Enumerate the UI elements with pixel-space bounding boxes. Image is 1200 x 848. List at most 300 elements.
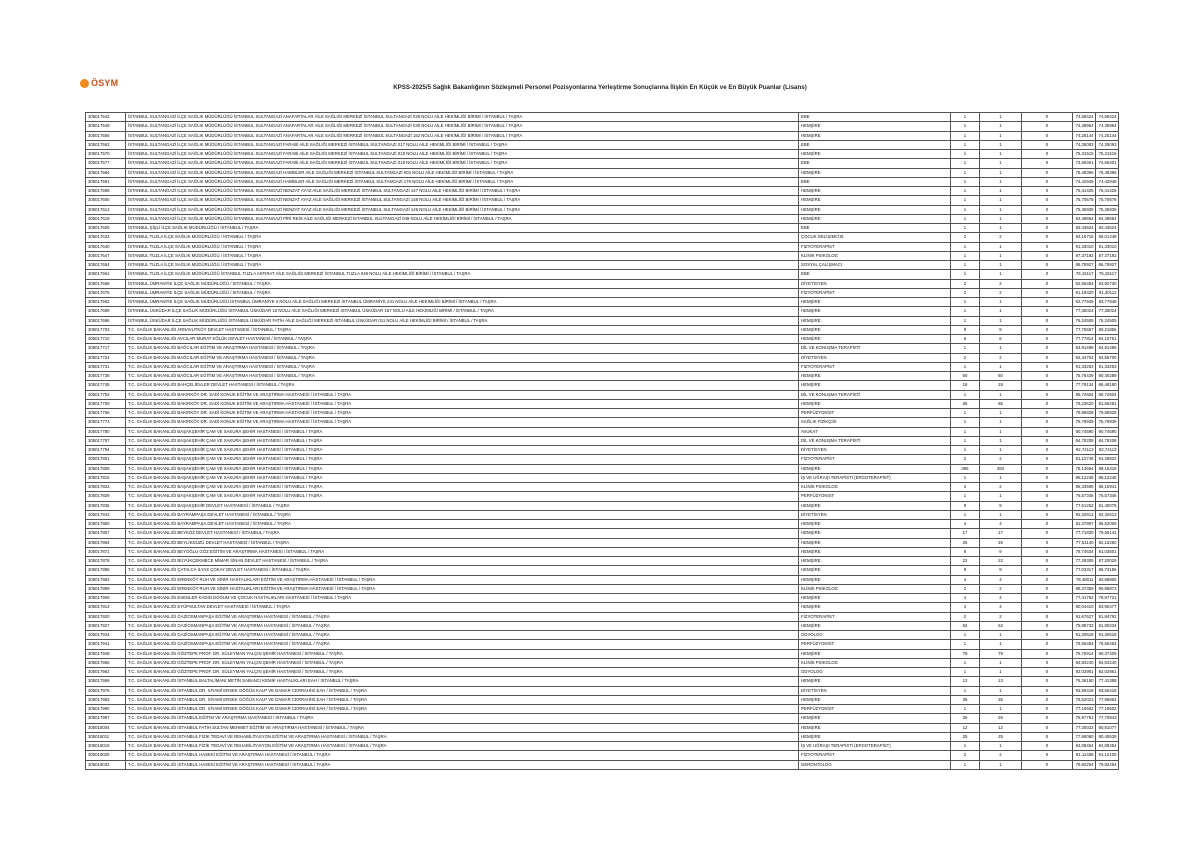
cell-title: İŞ VE UĞRAŞI TERAPİSTİ (ERGOTERAPİST)	[799, 473, 951, 482]
cell-title: HEMŞİRE	[799, 168, 951, 177]
cell-position-code: 305017612	[86, 205, 126, 214]
cell-min-score: 91,30518	[1073, 631, 1096, 640]
cell-position-code: 305017647	[86, 251, 126, 260]
cell-min-score: 91,12746	[1073, 455, 1096, 464]
cell-position-code: 305017689	[86, 307, 126, 316]
cell-vacant: 0	[1022, 390, 1073, 399]
cell-placed: 1	[980, 177, 1022, 186]
cell-institution-unit: T.C. SAĞLIK BAKANLIĞI İSTANBUL FİZİK TEDAVİ VE REHABİLİTASYON EĞİTİM VE ARAŞTIRMA HASTANESİ / İSTANBUL / TAŞRA	[126, 742, 799, 751]
cell-title: HEMŞİRE	[799, 603, 951, 612]
cell-title: HEMŞİRE	[799, 575, 951, 584]
cell-placed: 12	[980, 723, 1022, 732]
cell-title: HEMŞİRE	[799, 501, 951, 510]
cell-institution-unit: T.C. SAĞLIK BAKANLIĞI ERENKÖY RUH VE SİNİR HASTALIKLARI EĞİTİM VE ARAŞTIRMA HASTANESİ / İSTANBUL / TAŞRA	[126, 584, 799, 593]
cell-quota: 1	[951, 187, 980, 196]
cell-institution-unit: İSTANBUL SULTANGAZİ İLÇE SAĞLIK MÜDÜRLÜĞÜ İSTANBUL SULTANGAZİ ANAFARTALAR AİLE SAĞLIĞI MERKEZİ İSTANBUL SULTANGAZİ 030 NOLU AİLE HEKİMLİĞİ BİRİMİ / İSTANBUL / TAŞRA	[126, 122, 799, 131]
cell-title: HEMŞİRE	[799, 150, 951, 159]
cell-position-code: 305017843	[86, 510, 126, 519]
cell-min-score: 76,15117	[1073, 270, 1096, 279]
cell-min-score: 92,65454	[1073, 279, 1096, 288]
cell-placed: 1	[980, 427, 1022, 436]
cell-min-score: 77,77814	[1073, 335, 1096, 344]
table-row	[86, 760, 1119, 769]
cell-institution-unit: T.C. SAĞLIK BAKANLIĞI BAKIRKÖY DR. SADİ KONUK EĞİTİM VE ARAŞTIRMA HASTANESİ / İSTANBUL / TAŞRA	[126, 399, 799, 408]
cell-placed: 1	[980, 205, 1022, 214]
cell-quota: 1	[951, 214, 980, 223]
cell-position-code: 305017857	[86, 529, 126, 538]
cell-vacant: 0	[1022, 113, 1073, 122]
cell-placed: 1	[980, 760, 1022, 769]
cell-vacant: 0	[1022, 732, 1073, 741]
table-row	[86, 196, 1119, 205]
cell-position-code: 305017640	[86, 242, 126, 251]
cell-placed: 65	[980, 399, 1022, 408]
cell-title: HEMŞİRE	[799, 520, 951, 529]
cell-vacant: 0	[1022, 131, 1073, 140]
cell-max-score: 75,70678	[1096, 196, 1119, 205]
cell-position-code: 305017780	[86, 427, 126, 436]
cell-title: HEMŞİRE	[799, 214, 951, 223]
cell-title: ODYOLOG	[799, 668, 951, 677]
cell-max-score: 90,96873	[1096, 584, 1119, 593]
cell-min-score: 75,76439	[1073, 372, 1096, 381]
cell-quota: 26	[951, 538, 980, 547]
table-row	[86, 131, 1119, 140]
cell-institution-unit: İSTANBUL SULTANGAZİ İLÇE SAĞLIK MÜDÜRLÜĞÜ İSTANBUL SULTANGAZİ FARABİ AİLE SAĞLIĞI MERKEZİ İSTANBUL SULTANGAZİ 017 NOLU AİLE HEKİMLİĞİ BİRİMİ / İSTANBUL / TAŞRA	[126, 140, 799, 149]
table-row	[86, 224, 1119, 233]
cell-position-code: 305017808	[86, 464, 126, 473]
cell-position-code: 305017752	[86, 390, 126, 399]
cell-vacant: 0	[1022, 242, 1073, 251]
cell-title: EBE	[799, 270, 951, 279]
cell-vacant: 0	[1022, 584, 1073, 593]
cell-vacant: 0	[1022, 603, 1073, 612]
cell-vacant: 0	[1022, 483, 1073, 492]
cell-max-score: 91,84792	[1096, 612, 1119, 621]
cell-title: HEMŞİRE	[799, 557, 951, 566]
cell-position-code: 305017710	[86, 335, 126, 344]
table-row	[86, 418, 1119, 427]
cell-institution-unit: T.C. SAĞLIK BAKANLIĞI ERENKÖY RUH VE SİNİR HASTALIKLARI EĞİTİM VE ARAŞTIRMA HASTANESİ / İSTANBUL / TAŞRA	[126, 575, 799, 584]
table-row	[86, 325, 1119, 334]
cell-max-score: 74,35093	[1096, 140, 1119, 149]
table-row	[86, 251, 1119, 260]
cell-institution-unit: İSTANBUL SULTANGAZİ İLÇE SAĞLIK MÜDÜRLÜĞÜ İSTANBUL SULTANGAZİ HABİBLER AİLE SAĞLIĞI MERKEZİ İSTANBUL SULTANGAZİ 179 NOLU AİLE HEKİMLİĞİ BİRİMİ / İSTANBUL / TAŞRA	[126, 177, 799, 186]
cell-position-code: 305017983	[86, 695, 126, 704]
cell-placed: 60	[980, 372, 1022, 381]
cell-min-score: 76,56454	[1073, 640, 1096, 649]
cell-min-score: 91,11456	[1073, 751, 1096, 760]
cell-position-code: 305017766	[86, 409, 126, 418]
cell-title: SOSYAL ÇALIŞMACI	[799, 261, 951, 270]
cell-title: PERFÜZYONİST	[799, 409, 951, 418]
cell-quota: 6	[951, 335, 980, 344]
cell-quota: 1	[951, 427, 980, 436]
cell-placed: 1	[980, 640, 1022, 649]
table-row	[86, 686, 1119, 695]
cell-max-score: 79,82254	[1096, 760, 1119, 769]
cell-placed: 26	[980, 714, 1022, 723]
cell-max-score: 77,70843	[1096, 714, 1119, 723]
cell-position-code: 305017878	[86, 557, 126, 566]
cell-title: HEMŞİRE	[799, 187, 951, 196]
cell-placed: 79	[980, 649, 1022, 658]
cell-position-code: 305017962	[86, 668, 126, 677]
cell-max-score: 84,79208	[1096, 436, 1119, 445]
results-table-container	[85, 112, 1118, 770]
cell-vacant: 0	[1022, 196, 1073, 205]
cell-institution-unit: İSTANBUL TUZLA İLÇE SAĞLIK MÜDÜRLÜĞÜ / İSTANBUL / TAŞRA	[126, 251, 799, 260]
cell-max-score: 80,21856	[1096, 325, 1119, 334]
cell-vacant: 0	[1022, 427, 1073, 436]
cell-max-score: 91,28822	[1096, 455, 1119, 464]
table-row	[86, 372, 1119, 381]
cell-position-code: 305017990	[86, 705, 126, 714]
cell-institution-unit: İSTANBUL SULTANGAZİ İLÇE SAĞLIK MÜDÜRLÜĞÜ İSTANBUL SULTANGAZİ NENZAT AYAZ AİLE SAĞLIĞI MERKEZİ İSTANBUL SULTANGAZİ 148 NOLU AİLE HEKİMLİĞİ BİRİMİ / İSTANBUL / TAŞRA	[126, 196, 799, 205]
cell-quota: 18	[951, 381, 980, 390]
cell-quota: 9	[951, 325, 980, 334]
cell-max-score: 74,58424	[1096, 113, 1119, 122]
table-row	[86, 150, 1119, 159]
cell-position-code: 305017605	[86, 196, 126, 205]
cell-institution-unit: T.C. SAĞLIK BAKANLIĞI GÖZTEPE PROF. DR. SÜLEYMAN YALÇIN ŞEHİR HASTANESİ / İSTANBUL / TAŞRA	[126, 658, 799, 667]
cell-min-score: 78,74634	[1073, 547, 1096, 556]
table-row	[86, 668, 1119, 677]
cell-vacant: 0	[1022, 335, 1073, 344]
cell-institution-unit: T.C. SAĞLIK BAKANLIĞI BÜYÜKÇEKMECE MİMAR SİNAN DEVLET HASTANESİ / İSTANBUL / TAŞRA	[126, 557, 799, 566]
cell-quota: 1	[951, 436, 980, 445]
cell-max-score: 74,66401	[1096, 159, 1119, 168]
table-row	[86, 575, 1119, 584]
table-row	[86, 510, 1119, 519]
cell-min-score: 76,23620	[1073, 399, 1096, 408]
cell-institution-unit: İSTANBUL ÜMRANİYE İLÇE SAĞLIK MÜDÜRLÜĞÜ / İSTANBUL / TAŞRA	[126, 279, 799, 288]
cell-min-score: 91,67627	[1073, 612, 1096, 621]
cell-institution-unit: T.C. SAĞLIK BAKANLIĞI İSTANBUL BALTALİMANI METİN SABANCI KEMİK HASTALIKLARI EAH / İSTANBUL / TAŞRA	[126, 677, 799, 686]
cell-placed: 17	[980, 529, 1022, 538]
cell-institution-unit: T.C. SAĞLIK BAKANLIĞI GAZİOSMANPAŞA EĞİTİM VE ARAŞTIRMA HASTANESİ / İSTANBUL / TAŞRA	[126, 631, 799, 640]
cell-placed: 1	[980, 492, 1022, 501]
cell-min-score: 88,37359	[1073, 584, 1096, 593]
cell-quota: 395	[951, 464, 980, 473]
cell-position-code: 305017619	[86, 214, 126, 223]
cell-institution-unit: T.C. SAĞLIK BAKANLIĞI ÇATALCA İLYAS ÇOKAY DEVLET HASTANESİ / İSTANBUL / TAŞRA	[126, 566, 799, 575]
cell-max-score: 84,10751	[1096, 335, 1119, 344]
cell-position-code: 305017731	[86, 362, 126, 371]
table-row	[86, 159, 1119, 168]
table-row	[86, 399, 1119, 408]
cell-institution-unit: T.C. SAĞLIK BAKANLIĞI İSTANBUL HASEKİ EĞİTİM VE ARAŞTIRMA HASTANESİ / İSTANBUL / TAŞRA	[126, 751, 799, 760]
cell-title: DİL VE KONUŞMA TERAPİSTİ	[799, 436, 951, 445]
cell-institution-unit: T.C. SAĞLIK BAKANLIĞI BAKIRKÖY DR. SADİ KONUK EĞİTİM VE ARAŞTIRMA HASTANESİ / İSTANBUL / TAŞRA	[126, 418, 799, 427]
cell-position-code: 305017822	[86, 483, 126, 492]
cell-placed: 9	[980, 501, 1022, 510]
cell-max-score: 81,40075	[1096, 501, 1119, 510]
table-row	[86, 353, 1119, 362]
cell-vacant: 0	[1022, 501, 1073, 510]
cell-min-score: 92,74113	[1073, 446, 1096, 455]
cell-title: FİZYOTERAPİST	[799, 242, 951, 251]
cell-vacant: 0	[1022, 538, 1073, 547]
cell-title: DİYETİSYEN	[799, 279, 951, 288]
cell-position-code: 305017682	[86, 298, 126, 307]
cell-quota: 1	[951, 307, 980, 316]
cell-quota: 1	[951, 261, 980, 270]
cell-vacant: 0	[1022, 233, 1073, 242]
cell-placed: 1	[980, 316, 1022, 325]
table-row	[86, 242, 1119, 251]
table-row	[86, 177, 1119, 186]
cell-min-score: 74,58424	[1073, 113, 1096, 122]
cell-title: HEMŞİRE	[799, 529, 951, 538]
cell-min-score: 77,68060	[1073, 732, 1096, 741]
cell-position-code: 305017661	[86, 270, 126, 279]
cell-title: HEMŞİRE	[799, 298, 951, 307]
cell-placed: 2	[980, 483, 1022, 492]
table-row	[86, 335, 1119, 344]
table-row	[86, 584, 1119, 593]
cell-vacant: 0	[1022, 325, 1073, 334]
cell-vacant: 0	[1022, 529, 1073, 538]
cell-institution-unit: T.C. SAĞLIK BAKANLIĞI GAZİOSMANPAŞA EĞİTİM VE ARAŞTIRMA HASTANESİ / İSTANBUL / TAŞRA	[126, 640, 799, 649]
cell-title: DİYETİSYEN	[799, 510, 951, 519]
cell-max-score: 84,48664	[1096, 214, 1119, 223]
cell-institution-unit: İSTANBUL SULTANGAZİ İLÇE SAĞLIK MÜDÜRLÜĞÜ İSTANBUL SULTANGAZİ FARABİ AİLE SAĞLIĞI MERKEZİ İSTANBUL SULTANGAZİ 019 NOLU AİLE HEKİMLİĞİ BİRİMİ / İSTANBUL / TAŞRA	[126, 159, 799, 168]
table-row	[86, 298, 1119, 307]
cell-quota: 1	[951, 177, 980, 186]
cell-max-score: 92,32613	[1096, 510, 1119, 519]
cell-quota: 1	[951, 298, 980, 307]
cell-title: HEMŞİRE	[799, 122, 951, 131]
cell-vacant: 0	[1022, 621, 1073, 630]
cell-max-score: 75,79939	[1096, 418, 1119, 427]
cell-placed: 1	[980, 307, 1022, 316]
cell-max-score: 85,72604	[1096, 390, 1119, 399]
cell-title: HEMŞİRE	[799, 316, 951, 325]
cell-title: EBE	[799, 177, 951, 186]
cell-placed: 18	[980, 381, 1022, 390]
cell-min-score: 84,08454	[1073, 742, 1096, 751]
cell-vacant: 0	[1022, 686, 1073, 695]
cell-placed: 4	[980, 520, 1022, 529]
table-row	[86, 214, 1119, 223]
document-title: KPSS-2025/5 Sağlık Bakanlığının Sözleşmeli Personel Pozisyonlarına Yerleştirme Sonuçlarına İlişkin En Küçük ve En Büyük Puanlar (Lisans)	[393, 84, 807, 91]
cell-vacant: 0	[1022, 760, 1073, 769]
cell-vacant: 0	[1022, 251, 1073, 260]
cell-title: PERFÜZYONİST	[799, 640, 951, 649]
cell-max-score: 85,12245	[1096, 473, 1119, 482]
cell-vacant: 0	[1022, 177, 1073, 186]
cell-title: PERFÜZYONİST	[799, 705, 951, 714]
cell-min-score: 74,38964	[1073, 122, 1096, 131]
cell-vacant: 0	[1022, 279, 1073, 288]
cell-max-score: 93,92730	[1096, 279, 1119, 288]
cell-position-code: 305018011	[86, 732, 126, 741]
cell-title: KLİNİK PSİKOLOG	[799, 251, 951, 260]
cell-quota: 2	[951, 455, 980, 464]
cell-position-code: 305017920	[86, 612, 126, 621]
cell-quota: 2	[951, 483, 980, 492]
results-table	[85, 112, 1119, 770]
cell-position-code: 305017724	[86, 353, 126, 362]
cell-max-score: 91,33253	[1096, 362, 1119, 371]
cell-placed: 2	[980, 612, 1022, 621]
cell-quota: 17	[951, 529, 980, 538]
cell-quota: 2	[951, 288, 980, 297]
cell-max-score: 76,41425	[1096, 187, 1119, 196]
cell-quota: 1	[951, 122, 980, 131]
cell-vacant: 0	[1022, 307, 1073, 316]
cell-quota: 1	[951, 159, 980, 168]
cell-placed: 4	[980, 603, 1022, 612]
cell-vacant: 0	[1022, 594, 1073, 603]
cell-quota: 4	[951, 603, 980, 612]
cell-position-code: 305017850	[86, 520, 126, 529]
cell-placed: 1	[980, 631, 1022, 640]
cell-vacant: 0	[1022, 510, 1073, 519]
cell-placed: 35	[980, 695, 1022, 704]
cell-institution-unit: T.C. SAĞLIK BAKANLIĞI BAŞAKŞEHİR ÇAM VE SAKURA ŞEHİR HASTANESİ / İSTANBUL / TAŞRA	[126, 473, 799, 482]
cell-min-score: 75,97791	[1073, 714, 1096, 723]
cell-vacant: 0	[1022, 612, 1073, 621]
cell-institution-unit: T.C. SAĞLIK BAKANLIĞI BEYLİKDÜZÜ DEVLET HASTANESİ / İSTANBUL / TAŞRA	[126, 538, 799, 547]
cell-max-score: 91,33010	[1096, 242, 1119, 251]
cell-placed: 2	[980, 233, 1022, 242]
cell-min-score: 84,91495	[1073, 344, 1096, 353]
cell-position-code: 305017556	[86, 131, 126, 140]
cell-position-code: 305017773	[86, 418, 126, 427]
cell-institution-unit: İSTANBUL SULTANGAZİ İLÇE SAĞLIK MÜDÜRLÜĞÜ İSTANBUL SULTANGAZİ HABİBLER AİLE SAĞLIĞI MERKEZİ İSTANBUL SULTANGAZİ 003 NOLU AİLE HEKİMLİĞİ BİRİMİ / İSTANBUL / TAŞRA	[126, 168, 799, 177]
cell-position-code: 305017598	[86, 187, 126, 196]
cell-quota: 1	[951, 390, 980, 399]
cell-max-score: 86,78927	[1096, 261, 1119, 270]
cell-quota: 9	[951, 501, 980, 510]
cell-title: HEMŞİRE	[799, 196, 951, 205]
cell-quota: 1	[951, 251, 980, 260]
cell-min-score: 74,66401	[1073, 159, 1096, 168]
cell-title: DİL VE KONUŞMA TERAPİSTİ	[799, 390, 951, 399]
cell-placed: 1	[980, 187, 1022, 196]
cell-title: GERONTOLOG	[799, 760, 951, 769]
cell-quota: 1	[951, 668, 980, 677]
cell-max-score: 82,15260	[1096, 538, 1119, 547]
cell-min-score: 77,79134	[1073, 381, 1096, 390]
cell-min-score: 75,79939	[1073, 418, 1096, 427]
cell-placed: 25	[980, 732, 1022, 741]
table-row	[86, 113, 1119, 122]
cell-quota: 2	[951, 612, 980, 621]
cell-vacant: 0	[1022, 159, 1073, 168]
table-row	[86, 566, 1119, 575]
cell-quota: 1	[951, 150, 980, 159]
cell-quota: 1	[951, 224, 980, 233]
cell-vacant: 0	[1022, 751, 1073, 760]
cell-title: ÇOCUK GELİŞİMCİSİ	[799, 233, 951, 242]
cell-quota: 1	[951, 131, 980, 140]
table-row	[86, 381, 1119, 390]
cell-title: EBE	[799, 113, 951, 122]
cell-min-score: 76,48396	[1073, 168, 1096, 177]
cell-institution-unit: T.C. SAĞLIK BAKANLIĞI BAŞAKŞEHİR ÇAM VE SAKURA ŞEHİR HASTANESİ / İSTANBUL / TAŞRA	[126, 436, 799, 445]
cell-vacant: 0	[1022, 668, 1073, 677]
cell-min-score: 77,03317	[1073, 566, 1096, 575]
cell-quota: 1	[951, 316, 980, 325]
cell-vacant: 0	[1022, 168, 1073, 177]
cell-max-score: 80,40289	[1096, 372, 1119, 381]
cell-quota: 1	[951, 473, 980, 482]
cell-institution-unit: İSTANBUL SULTANGAZİ İLÇE SAĞLIK MÜDÜRLÜĞÜ İSTANBUL SULTANGAZİ NENZAT AYAZ AİLE SAĞLIĞI MERKEZİ İSTANBUL SULTANGAZİ 149 NOLU AİLE HEKİMLİĞİ BİRİMİ / İSTANBUL / TAŞRA	[126, 205, 799, 214]
cell-title: İŞ VE UĞRAŞI TERAPİSTİ (ERGOTERAPİST)	[799, 742, 951, 751]
cell-position-code: 305017934	[86, 631, 126, 640]
cell-max-score: 77,35024	[1096, 307, 1119, 316]
cell-position-code: 305018032	[86, 760, 126, 769]
table-row	[86, 714, 1119, 723]
cell-institution-unit: T.C. SAĞLIK BAKANLIĞI GÖZTEPE PROF. DR. SÜLEYMAN YALÇIN ŞEHİR HASTANESİ / İSTANBUL / TAŞRA	[126, 668, 799, 677]
cell-max-score: 90,74590	[1096, 427, 1119, 436]
cell-quota: 79	[951, 649, 980, 658]
cell-title: KLİNİK PSİKOLOG	[799, 658, 951, 667]
cell-title: DİYETİSYEN	[799, 353, 951, 362]
cell-quota: 2	[951, 279, 980, 288]
cell-position-code: 305017794	[86, 446, 126, 455]
cell-min-score: 75,36935	[1073, 205, 1096, 214]
table-row	[86, 621, 1119, 630]
cell-institution-unit: İSTANBUL SULTANGAZİ İLÇE SAĞLIK MÜDÜRLÜĞÜ İSTANBUL SULTANGAZİ FARABİ AİLE SAĞLIĞI MERKEZİ İSTANBUL SULTANGAZİ 018 NOLU AİLE HEKİMLİĞİ BİRİMİ / İSTANBUL / TAŞRA	[126, 150, 799, 159]
cell-quota: 1	[951, 658, 980, 667]
cell-max-score: 83,90477	[1096, 603, 1119, 612]
table-row	[86, 732, 1119, 741]
table-row	[86, 279, 1119, 288]
cell-placed: 1	[980, 261, 1022, 270]
cell-placed: 9	[980, 325, 1022, 334]
cell-institution-unit: İSTANBUL SULTANGAZİ İLÇE SAĞLIK MÜDÜRLÜĞÜ İSTANBUL SULTANGAZİ ANAFARTALAR AİLE SAĞLIĞI MERKEZİ İSTANBUL SULTANGAZİ 029 NOLU AİLE HEKİMLİĞİ BİRİMİ / İSTANBUL / TAŞRA	[126, 113, 799, 122]
cell-placed: 2	[980, 353, 1022, 362]
cell-title: HEMŞİRE	[799, 621, 951, 630]
cell-min-score: 76,57346	[1073, 492, 1096, 501]
cell-placed: 1	[980, 409, 1022, 418]
cell-max-score: 86,48180	[1096, 381, 1119, 390]
cell-vacant: 0	[1022, 418, 1073, 427]
cell-quota: 1	[951, 362, 980, 371]
cell-quota: 1	[951, 418, 980, 427]
cell-vacant: 0	[1022, 140, 1073, 149]
cell-institution-unit: İSTANBUL TUZLA İLÇE SAĞLIK MÜDÜRLÜĞÜ / İSTANBUL / TAŞRA	[126, 233, 799, 242]
cell-max-score: 79,86928	[1096, 409, 1119, 418]
table-row	[86, 723, 1119, 732]
cell-position-code: 305017633	[86, 233, 126, 242]
cell-min-score: 85,72604	[1073, 390, 1096, 399]
cell-quota: 4	[951, 575, 980, 584]
cell-institution-unit: T.C. SAĞLIK BAKANLIĞI İSTANBUL EĞİTİM VE ARAŞTIRMA HASTANESİ / İSTANBUL / TAŞRA	[126, 714, 799, 723]
cell-max-score: 91,30518	[1096, 631, 1119, 640]
cell-min-score: 91,33010	[1073, 242, 1096, 251]
cell-max-score: 85,52009	[1096, 520, 1119, 529]
cell-min-score: 84,16715	[1073, 233, 1096, 242]
table-row	[86, 483, 1119, 492]
cell-min-score: 76,52023	[1073, 695, 1096, 704]
cell-position-code: 305017997	[86, 714, 126, 723]
cell-position-code: 305017563	[86, 140, 126, 149]
cell-vacant: 0	[1022, 362, 1073, 371]
cell-title: HEMŞİRE	[799, 723, 951, 732]
cell-vacant: 0	[1022, 714, 1073, 723]
cell-position-code: 305018004	[86, 723, 126, 732]
cell-institution-unit: T.C. SAĞLIK BAKANLIĞI BAYRAMPAŞA DEVLET HASTANESİ / İSTANBUL / TAŞRA	[126, 510, 799, 519]
cell-vacant: 0	[1022, 399, 1073, 408]
cell-min-score: 84,79208	[1073, 436, 1096, 445]
cell-title: HEMŞİRE	[799, 714, 951, 723]
cell-vacant: 0	[1022, 316, 1073, 325]
